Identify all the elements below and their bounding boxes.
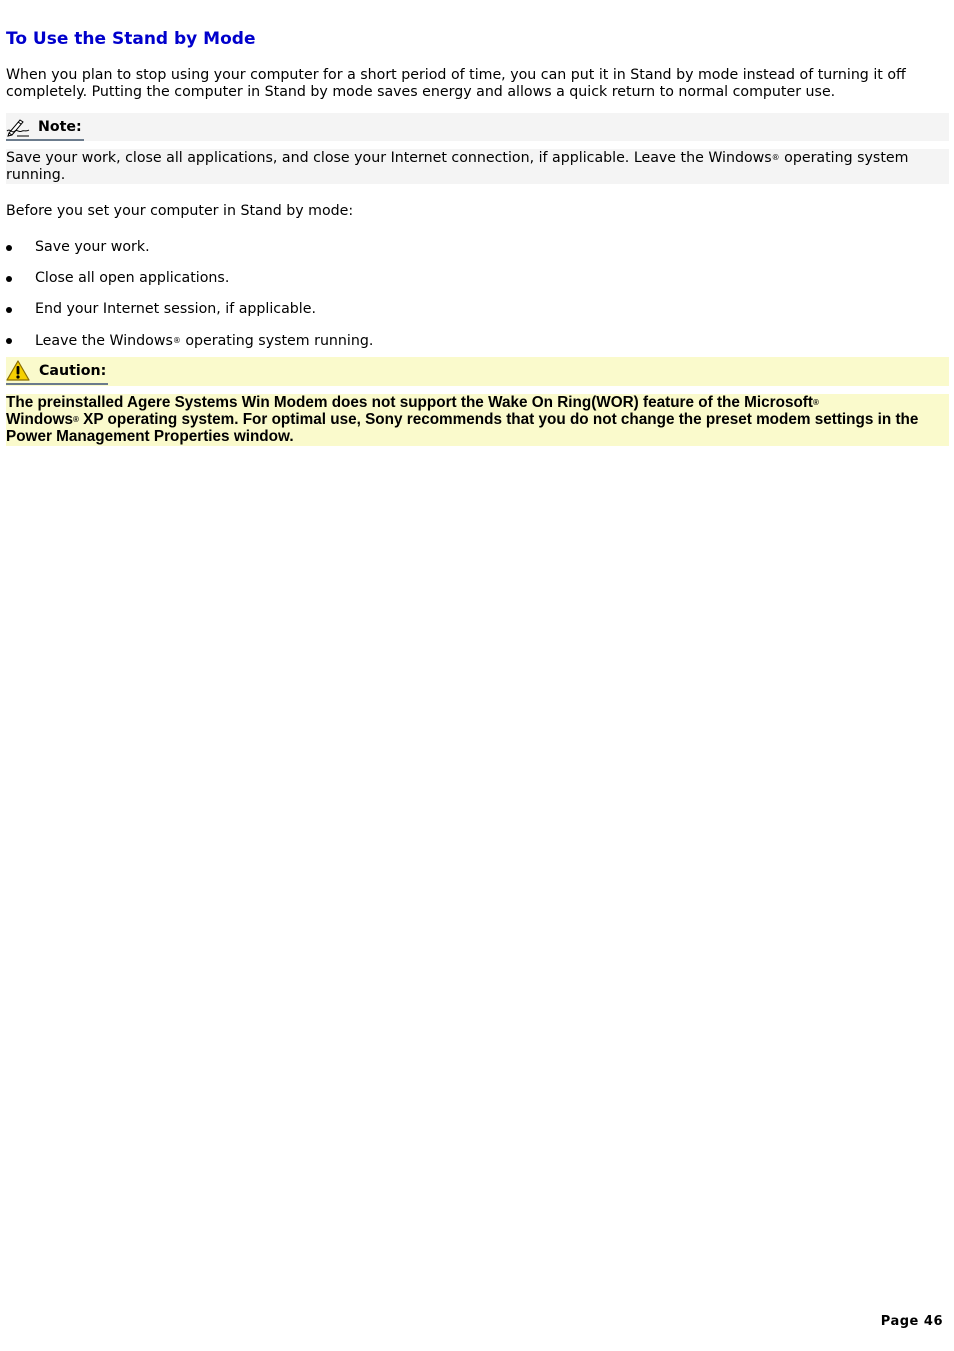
intro-paragraph: When you plan to stop using your computer for a short period of time, you can put it in Stand by mode instead of turning it off completely. Putting the computer in Stand by mode saves energy and allows a quick return to normal computer use.: [6, 67, 906, 100]
caution-text-part2: Windows: [6, 411, 73, 428]
list-item-text: Leave the Windows: [35, 333, 173, 349]
caution-body: [6, 394, 949, 446]
bullet-icon: [6, 338, 12, 344]
list-item-text-tail: operating system running.: [180, 333, 374, 349]
bullet-icon: [6, 307, 12, 313]
bullet-icon: [6, 276, 12, 282]
list-item-text: Save your work.: [35, 239, 150, 255]
note-header: [6, 113, 949, 141]
note-text-part2: operating system running.: [6, 150, 909, 183]
registered-mark: ®: [172, 336, 181, 345]
bullet-icon: [6, 245, 12, 251]
warning-icon: [6, 360, 30, 382]
caution-header: [6, 357, 949, 386]
page-title: To Use the Stand by Mode: [6, 29, 256, 49]
before-text: Before you set your computer in Stand by mode:: [6, 203, 354, 219]
caution-text-part1: The preinstalled Agere Systems Win Modem does not support the Wake On Ring(WOR) feature of the Microsoft: [6, 394, 813, 411]
note-label: Note:: [38, 119, 82, 135]
steps-list: [6, 239, 946, 363]
list-item: [6, 301, 946, 318]
registered-mark: ®: [771, 153, 780, 162]
caution-label-group: [6, 358, 108, 385]
list-item-text: Close all open applications.: [35, 270, 230, 286]
note-text-part1: Save your work, close all applications, and close your Internet connection, if applicable. Leave the Windows: [6, 150, 772, 166]
caution-text-part3: XP operating system. For optimal use, Sony recommends that you do not change the preset modem settings in the Power Management Properties window.: [6, 411, 919, 445]
list-item: [6, 239, 946, 256]
list-item: [6, 270, 946, 287]
note-text: [6, 149, 949, 184]
note-body: [6, 149, 949, 184]
registered-mark: ®: [73, 415, 79, 424]
pen-note-icon: [6, 117, 30, 137]
registered-mark: ®: [813, 398, 819, 407]
page-number: Page 46: [880, 1314, 943, 1329]
note-label-group: [6, 115, 84, 141]
list-item-text: End your Internet session, if applicable.: [35, 301, 316, 317]
caution-label: Caution:: [39, 362, 107, 379]
list-item: [6, 332, 946, 349]
